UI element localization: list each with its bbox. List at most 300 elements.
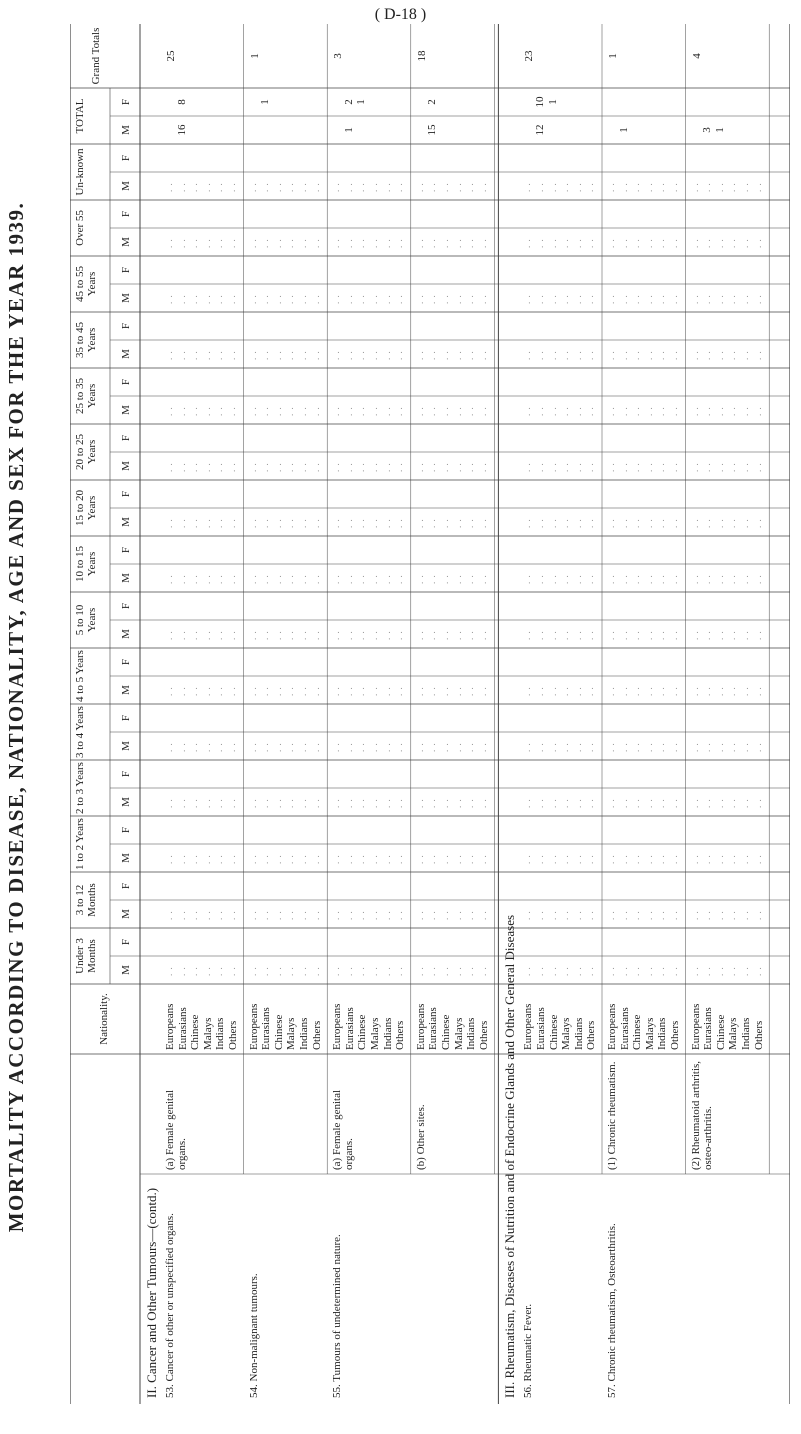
empty-cell-dots: . . xyxy=(522,182,533,192)
female-column-header: F xyxy=(120,826,132,834)
empty-cell-dots: . . xyxy=(310,686,321,696)
empty-cell-dots: . . xyxy=(285,294,296,304)
empty-cell-dots: . . xyxy=(394,238,405,248)
male-column-header: M xyxy=(120,741,132,751)
empty-cell-dots: . . xyxy=(440,462,450,472)
empty-cell-dots: . . xyxy=(606,294,616,304)
empty-cell-dots: . . xyxy=(272,798,283,808)
grand-total-cell: 25 xyxy=(165,50,177,62)
empty-cell-dots: . . xyxy=(227,630,237,640)
empty-cell-dots: . . xyxy=(727,238,738,248)
empty-cell-dots: . . xyxy=(201,350,212,360)
empty-cell-dots: . . xyxy=(752,854,763,864)
empty-cell-dots: . . xyxy=(560,238,571,248)
empty-cell-dots: . . xyxy=(714,238,725,248)
empty-cell-dots: . . xyxy=(535,630,545,640)
female-column-header: F xyxy=(120,546,132,554)
empty-cell-dots: . . xyxy=(285,742,296,752)
empty-cell-dots: . . xyxy=(656,742,667,752)
empty-cell-dots: . . xyxy=(440,238,450,248)
empty-cell-dots: . . xyxy=(643,518,654,528)
empty-cell-dots: . . xyxy=(465,854,476,864)
empty-cell-dots: . . xyxy=(189,406,200,416)
empty-cell-dots: . . xyxy=(343,406,354,416)
empty-cell-dots: . . xyxy=(298,574,308,584)
empty-cell-dots: . . xyxy=(381,462,392,472)
grand-total-cell: 23 xyxy=(523,50,536,62)
nationality-label: Others xyxy=(394,1020,407,1050)
empty-cell-dots: . . xyxy=(522,462,533,472)
sub-cause-label: (2) Rheumatoid arthritis, osteo-arthritis. xyxy=(689,1060,714,1170)
empty-cell-dots: . . xyxy=(656,462,667,472)
empty-cell-dots: . . xyxy=(669,182,679,192)
empty-cell-dots: . . xyxy=(247,630,258,640)
empty-cell-dots: . . xyxy=(643,574,654,584)
empty-cell-dots: . . xyxy=(164,630,174,640)
empty-cell-dots: . . xyxy=(310,966,321,976)
male-column-header: M xyxy=(120,965,132,975)
empty-cell-dots: . . xyxy=(752,798,763,808)
empty-cell-dots: . . xyxy=(547,910,558,920)
empty-cell-dots: . . xyxy=(714,406,725,416)
empty-cell-dots: . . xyxy=(618,350,629,360)
empty-cell-dots: . . xyxy=(272,742,283,752)
empty-cell-dots: . . xyxy=(214,686,225,696)
empty-cell-dots: . . xyxy=(369,966,379,976)
nationality-label: Europeans xyxy=(331,1003,344,1050)
empty-cell-dots: . . xyxy=(689,518,700,528)
empty-cell-dots: . . xyxy=(298,630,308,640)
empty-cell-dots: . . xyxy=(414,462,425,472)
age-group-header: Over 55 xyxy=(74,210,86,246)
empty-cell-dots: . . xyxy=(331,406,342,416)
empty-cell-dots: . . xyxy=(164,742,174,752)
empty-cell-dots: . . xyxy=(669,630,679,640)
empty-cell-dots: . . xyxy=(369,406,379,416)
empty-cell-dots: . . xyxy=(752,742,763,752)
empty-cell-dots: . . xyxy=(727,294,738,304)
empty-cell-dots: . . xyxy=(689,574,700,584)
empty-cell-dots: . . xyxy=(369,574,379,584)
nationality-label: Others xyxy=(310,1020,323,1050)
empty-cell-dots: . . xyxy=(214,350,225,360)
empty-cell-dots: . . xyxy=(477,574,488,584)
empty-cell-dots: . . xyxy=(560,518,571,528)
empty-cell-dots: . . xyxy=(381,518,392,528)
empty-cell-dots: . . xyxy=(702,182,713,192)
empty-cell-dots: . . xyxy=(440,910,450,920)
empty-cell-dots: . . xyxy=(689,294,700,304)
empty-cell-dots: . . xyxy=(227,238,237,248)
empty-cell-dots: . . xyxy=(189,630,200,640)
empty-cell-dots: . . xyxy=(260,238,271,248)
nationality-label: Malays xyxy=(369,1017,381,1050)
empty-cell-dots: . . xyxy=(201,406,212,416)
empty-cell-dots: . . xyxy=(585,182,596,192)
empty-cell-dots: . . xyxy=(247,686,258,696)
empty-cell-dots: . . xyxy=(727,406,738,416)
empty-cell-dots: . . xyxy=(440,630,450,640)
empty-cell-dots: . . xyxy=(176,966,187,976)
empty-cell-dots: . . xyxy=(310,574,321,584)
empty-cell-dots: . . xyxy=(343,966,354,976)
empty-cell-dots: . . xyxy=(427,238,438,248)
empty-cell-dots: . . xyxy=(381,182,392,192)
empty-cell-dots: . . xyxy=(201,238,212,248)
empty-cell-dots: . . xyxy=(560,966,571,976)
empty-cell-dots: . . xyxy=(427,966,438,976)
empty-cell-dots: . . xyxy=(702,462,713,472)
empty-cell-dots: . . xyxy=(740,966,750,976)
empty-cell-dots: . . xyxy=(631,742,642,752)
total-male-cell: 1 xyxy=(617,127,630,133)
empty-cell-dots: . . xyxy=(343,686,354,696)
empty-cell-dots: . . xyxy=(343,294,354,304)
empty-cell-dots: . . xyxy=(522,574,533,584)
empty-cell-dots: . . xyxy=(227,686,237,696)
empty-cell-dots: . . xyxy=(631,238,642,248)
empty-cell-dots: . . xyxy=(452,462,463,472)
empty-cell-dots: . . xyxy=(260,742,271,752)
empty-cell-dots: . . xyxy=(310,238,321,248)
empty-cell-dots: . . xyxy=(176,350,187,360)
empty-cell-dots: . . xyxy=(201,742,212,752)
empty-cell-dots: . . xyxy=(643,910,654,920)
empty-cell-dots: . . xyxy=(189,742,200,752)
empty-cell-dots: . . xyxy=(714,350,725,360)
empty-cell-dots: . . xyxy=(227,350,237,360)
empty-cell-dots: . . xyxy=(656,350,667,360)
empty-cell-dots: . . xyxy=(440,742,450,752)
empty-cell-dots: . . xyxy=(369,350,379,360)
empty-cell-dots: . . xyxy=(343,854,354,864)
empty-cell-dots: . . xyxy=(740,630,750,640)
female-column-header: F xyxy=(120,154,132,162)
empty-cell-dots: . . xyxy=(702,406,713,416)
empty-cell-dots: . . xyxy=(164,238,174,248)
empty-cell-dots: . . xyxy=(331,910,342,920)
nationality-label: Others xyxy=(477,1020,490,1050)
empty-cell-dots: . . xyxy=(702,238,713,248)
empty-cell-dots: . . xyxy=(535,406,545,416)
empty-cell-dots: . . xyxy=(752,406,763,416)
empty-cell-dots: . . xyxy=(356,238,367,248)
empty-cell-dots: . . xyxy=(356,854,367,864)
age-group-header: 35 to 45 Years xyxy=(74,321,98,359)
empty-cell-dots: . . xyxy=(535,854,545,864)
empty-cell-dots: . . xyxy=(452,574,463,584)
empty-cell-dots: . . xyxy=(356,182,367,192)
empty-cell-dots: . . xyxy=(522,406,533,416)
empty-cell-dots: . . xyxy=(310,910,321,920)
table-grid-lines xyxy=(70,24,790,1404)
empty-cell-dots: . . xyxy=(535,742,545,752)
empty-cell-dots: . . xyxy=(164,686,174,696)
empty-cell-dots: . . xyxy=(535,462,545,472)
empty-cell-dots: . . xyxy=(285,630,296,640)
grand-total-cell: 3 xyxy=(332,53,345,59)
empty-cell-dots: . . xyxy=(414,686,425,696)
empty-cell-dots: . . xyxy=(656,630,667,640)
empty-cell-dots: . . xyxy=(752,182,763,192)
empty-cell-dots: . . xyxy=(585,966,596,976)
age-group-header: 4 to 5 Years xyxy=(74,650,86,702)
empty-cell-dots: . . xyxy=(689,854,700,864)
empty-cell-dots: . . xyxy=(227,910,237,920)
empty-cell-dots: . . xyxy=(477,910,488,920)
nationality-label: Others xyxy=(752,1020,765,1050)
empty-cell-dots: . . xyxy=(618,910,629,920)
empty-cell-dots: . . xyxy=(214,462,225,472)
empty-cell-dots: . . xyxy=(643,406,654,416)
empty-cell-dots: . . xyxy=(164,910,174,920)
mortality-table xyxy=(70,24,790,1404)
empty-cell-dots: . . xyxy=(214,406,225,416)
empty-cell-dots: . . xyxy=(643,294,654,304)
empty-cell-dots: . . xyxy=(522,742,533,752)
empty-cell-dots: . . xyxy=(606,630,616,640)
empty-cell-dots: . . xyxy=(189,182,200,192)
nationality-label: Eurasians xyxy=(260,1007,273,1050)
empty-cell-dots: . . xyxy=(394,854,405,864)
empty-cell-dots: . . xyxy=(631,910,642,920)
empty-cell-dots: . . xyxy=(414,238,425,248)
empty-cell-dots: . . xyxy=(727,854,738,864)
empty-cell-dots: . . xyxy=(535,294,545,304)
empty-cell-dots: . . xyxy=(298,742,308,752)
empty-cell-dots: . . xyxy=(414,966,425,976)
empty-cell-dots: . . xyxy=(547,406,558,416)
empty-cell-dots: . . xyxy=(702,518,713,528)
empty-cell-dots: . . xyxy=(356,630,367,640)
page-number: ( D-18 ) xyxy=(374,6,427,23)
empty-cell-dots: . . xyxy=(752,462,763,472)
sub-cause-label: (a) Female genital organs. xyxy=(164,1089,188,1170)
empty-cell-dots: . . xyxy=(227,854,237,864)
empty-cell-dots: . . xyxy=(572,406,583,416)
empty-cell-dots: . . xyxy=(740,238,750,248)
total-male-cell: 3 xyxy=(701,127,714,133)
nationality-label: Indians xyxy=(656,1017,669,1050)
empty-cell-dots: . . xyxy=(343,630,354,640)
empty-cell-dots: . . xyxy=(618,798,629,808)
empty-cell-dots: . . xyxy=(189,854,200,864)
empty-cell-dots: . . xyxy=(656,406,667,416)
empty-cell-dots: . . xyxy=(465,630,476,640)
empty-cell-dots: . . xyxy=(164,294,174,304)
empty-cell-dots: . . xyxy=(440,406,450,416)
empty-cell-dots: . . xyxy=(560,294,571,304)
empty-cell-dots: . . xyxy=(394,574,405,584)
empty-cell-dots: . . xyxy=(272,350,283,360)
empty-cell-dots: . . xyxy=(176,910,187,920)
empty-cell-dots: . . xyxy=(343,350,354,360)
empty-cell-dots: . . xyxy=(740,294,750,304)
empty-cell-dots: . . xyxy=(714,294,725,304)
empty-cell-dots: . . xyxy=(752,518,763,528)
empty-cell-dots: . . xyxy=(740,518,750,528)
empty-cell-dots: . . xyxy=(164,966,174,976)
empty-cell-dots: . . xyxy=(214,966,225,976)
empty-cell-dots: . . xyxy=(331,686,342,696)
empty-cell-dots: . . xyxy=(585,238,596,248)
empty-cell-dots: . . xyxy=(247,798,258,808)
empty-cell-dots: . . xyxy=(522,518,533,528)
empty-cell-dots: . . xyxy=(572,518,583,528)
empty-cell-dots: . . xyxy=(285,798,296,808)
empty-cell-dots: . . xyxy=(477,462,488,472)
empty-cell-dots: . . xyxy=(298,294,308,304)
female-column-header: F xyxy=(120,490,132,498)
empty-cell-dots: . . xyxy=(702,686,713,696)
empty-cell-dots: . . xyxy=(176,742,187,752)
empty-cell-dots: . . xyxy=(572,462,583,472)
empty-cell-dots: . . xyxy=(247,462,258,472)
empty-cell-dots: . . xyxy=(740,350,750,360)
empty-cell-dots: . . xyxy=(298,182,308,192)
empty-cell-dots: . . xyxy=(381,854,392,864)
empty-cell-dots: . . xyxy=(369,910,379,920)
empty-cell-dots: . . xyxy=(465,462,476,472)
female-column-header: F xyxy=(120,210,132,218)
empty-cell-dots: . . xyxy=(522,854,533,864)
empty-cell-dots: . . xyxy=(740,910,750,920)
nationality-label: Malays xyxy=(285,1017,298,1050)
empty-cell-dots: . . xyxy=(298,406,308,416)
empty-cell-dots: . . xyxy=(618,574,629,584)
empty-cell-dots: . . xyxy=(394,742,405,752)
empty-cell-dots: . . xyxy=(689,350,700,360)
empty-cell-dots: . . xyxy=(465,742,476,752)
male-column-header: M xyxy=(120,909,132,919)
empty-cell-dots: . . xyxy=(272,854,283,864)
empty-cell-dots: . . xyxy=(740,574,750,584)
female-column-header: F xyxy=(120,322,132,330)
empty-cell-dots: . . xyxy=(285,686,296,696)
nationality-label: Indians xyxy=(381,1017,394,1050)
empty-cell-dots: . . xyxy=(176,518,187,528)
empty-cell-dots: . . xyxy=(176,406,187,416)
empty-cell-dots: . . xyxy=(702,742,713,752)
nationality-label: Eurasians xyxy=(618,1007,631,1050)
empty-cell-dots: . . xyxy=(547,966,558,976)
empty-cell-dots: . . xyxy=(440,294,450,304)
empty-cell-dots: . . xyxy=(247,910,258,920)
empty-cell-dots: . . xyxy=(427,294,438,304)
empty-cell-dots: . . xyxy=(260,854,271,864)
empty-cell-dots: . . xyxy=(227,462,237,472)
empty-cell-dots: . . xyxy=(427,686,438,696)
empty-cell-dots: . . xyxy=(702,574,713,584)
nationality-label: Chinese xyxy=(356,1014,369,1050)
nationality-label: Chinese xyxy=(272,1014,285,1050)
empty-cell-dots: . . xyxy=(535,798,545,808)
empty-cell-dots: . . xyxy=(560,574,571,584)
empty-cell-dots: . . xyxy=(189,574,200,584)
empty-cell-dots: . . xyxy=(752,686,763,696)
empty-cell-dots: . . xyxy=(310,798,321,808)
total-female-cell: 8 xyxy=(175,99,188,105)
empty-cell-dots: . . xyxy=(631,630,642,640)
empty-cell-dots: . . xyxy=(189,294,200,304)
empty-cell-dots: . . xyxy=(214,182,225,192)
empty-cell-dots: . . xyxy=(394,966,405,976)
empty-cell-dots: . . xyxy=(164,574,174,584)
empty-cell-dots: . . xyxy=(394,350,405,360)
empty-cell-dots: . . xyxy=(643,966,654,976)
grand-total-cell: 18 xyxy=(415,50,428,62)
empty-cell-dots: . . xyxy=(702,854,713,864)
nationality-label: Europeans xyxy=(414,1003,427,1050)
empty-cell-dots: . . xyxy=(227,406,237,416)
empty-cell-dots: . . xyxy=(201,966,212,976)
empty-cell-dots: . . xyxy=(214,798,225,808)
empty-cell-dots: . . xyxy=(643,350,654,360)
empty-cell-dots: . . xyxy=(285,518,296,528)
empty-cell-dots: . . xyxy=(522,238,533,248)
empty-cell-dots: . . xyxy=(572,966,583,976)
empty-cell-dots: . . xyxy=(440,350,450,360)
empty-cell-dots: . . xyxy=(560,854,571,864)
empty-cell-dots: . . xyxy=(427,798,438,808)
empty-cell-dots: . . xyxy=(465,518,476,528)
empty-cell-dots: . . xyxy=(164,854,174,864)
empty-cell-dots: . . xyxy=(656,518,667,528)
empty-cell-dots: . . xyxy=(343,238,354,248)
empty-cell-dots: . . xyxy=(522,686,533,696)
empty-cell-dots: . . xyxy=(714,462,725,472)
empty-cell-dots: . . xyxy=(227,182,237,192)
empty-cell-dots: . . xyxy=(452,742,463,752)
empty-cell-dots: . . xyxy=(214,238,225,248)
empty-cell-dots: . . xyxy=(414,574,425,584)
empty-cell-dots: . . xyxy=(247,574,258,584)
empty-cell-dots: . . xyxy=(585,574,596,584)
empty-cell-dots: . . xyxy=(535,966,545,976)
empty-cell-dots: . . xyxy=(643,630,654,640)
empty-cell-dots: . . xyxy=(414,910,425,920)
empty-cell-dots: . . xyxy=(522,910,533,920)
empty-cell-dots: . . xyxy=(331,854,342,864)
male-column-header: M xyxy=(120,237,132,247)
male-column-header: M xyxy=(120,853,132,863)
empty-cell-dots: . . xyxy=(343,462,354,472)
male-column-header: M xyxy=(120,685,132,695)
empty-cell-dots: . . xyxy=(247,182,258,192)
empty-cell-dots: . . xyxy=(631,686,642,696)
empty-cell-dots: . . xyxy=(414,742,425,752)
empty-cell-dots: . . xyxy=(164,350,174,360)
nationality-label: Others xyxy=(227,1020,239,1050)
empty-cell-dots: . . xyxy=(740,182,750,192)
empty-cell-dots: . . xyxy=(689,630,700,640)
empty-cell-dots: . . xyxy=(656,798,667,808)
empty-cell-dots: . . xyxy=(572,742,583,752)
empty-cell-dots: . . xyxy=(656,966,667,976)
sub-cause-label: (b) Other sites. xyxy=(414,1104,427,1170)
empty-cell-dots: . . xyxy=(381,574,392,584)
empty-cell-dots: . . xyxy=(618,238,629,248)
empty-cell-dots: . . xyxy=(656,854,667,864)
empty-cell-dots: . . xyxy=(331,294,342,304)
empty-cell-dots: . . xyxy=(310,406,321,416)
empty-cell-dots: . . xyxy=(669,350,679,360)
nationality-label: Indians xyxy=(572,1017,585,1050)
empty-cell-dots: . . xyxy=(298,462,308,472)
female-column-header: F xyxy=(120,378,132,386)
empty-cell-dots: . . xyxy=(298,238,308,248)
female-column-header: F xyxy=(120,434,132,442)
